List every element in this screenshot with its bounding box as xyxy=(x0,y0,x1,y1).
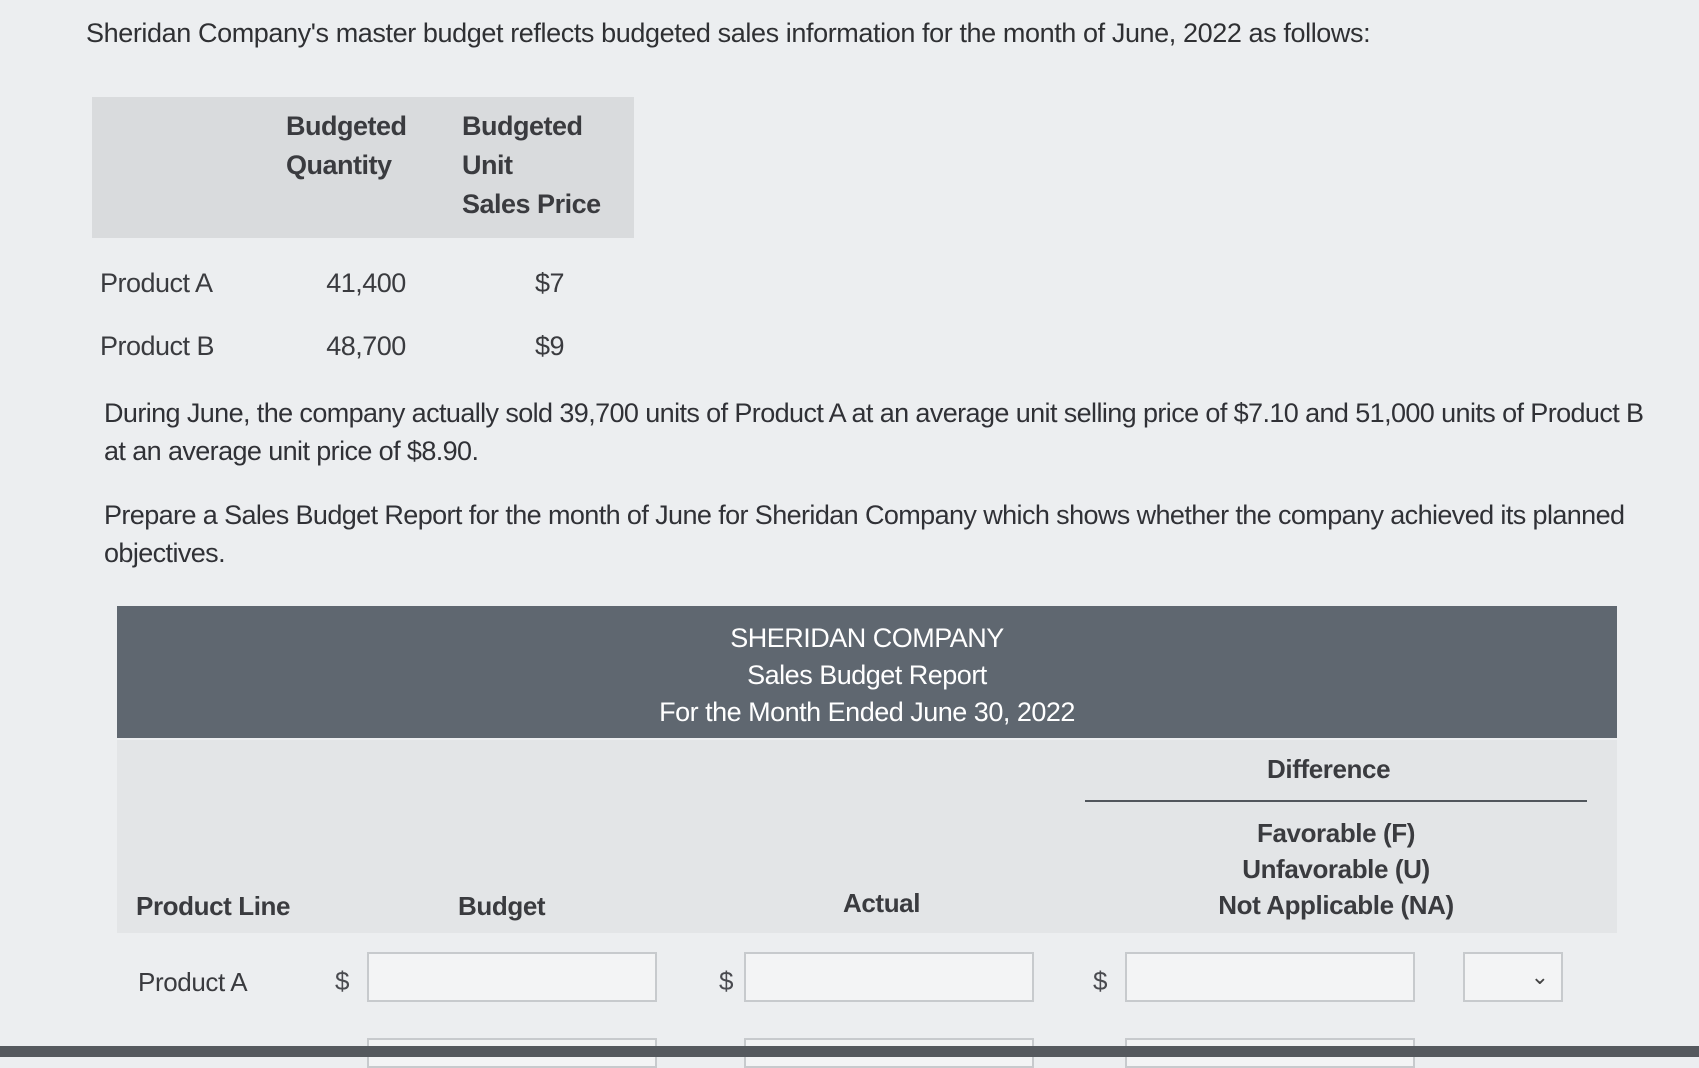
budget-dollar-sign: $ xyxy=(335,966,350,996)
difference-unfavorable: Unfavorable (U) xyxy=(1242,854,1430,884)
column-actual: Actual xyxy=(843,888,921,918)
difference-favorable: Favorable (F) xyxy=(1256,818,1416,848)
actual-dollar-sign: $ xyxy=(719,966,734,996)
budget-table-header xyxy=(92,97,634,238)
header-blank xyxy=(92,97,278,238)
intro-text: Sheridan Company's master budget reflects budgeted sales information for the month of June, 2022 as follows: xyxy=(86,18,1371,48)
product-name: Product B xyxy=(100,331,215,361)
report-title: Sales Budget Report xyxy=(747,660,987,690)
budgeted-price: $9 xyxy=(534,331,564,361)
budget-input[interactable] xyxy=(367,952,657,1002)
header-budgeted-quantity: Budgeted Quantity xyxy=(278,97,454,238)
chevron-down-icon: ⌄ xyxy=(1530,964,1549,989)
budgeted-price: $7 xyxy=(534,268,564,298)
table-row xyxy=(92,238,634,315)
row-label: Product A xyxy=(138,967,248,997)
budgeted-quantity: 48,700 xyxy=(326,331,406,361)
product-name: Product A xyxy=(100,268,213,298)
report-header xyxy=(117,606,1617,738)
difference-status-select[interactable] xyxy=(1463,952,1563,1002)
difference-input[interactable] xyxy=(1125,952,1415,1002)
header-budgeted-unit-sales-price: Budgeted Unit Sales Price xyxy=(454,97,634,238)
report-company: SHERIDAN COMPANY xyxy=(730,623,1004,653)
difference-dollar-sign: $ xyxy=(1093,966,1108,996)
difference-not-applicable: Not Applicable (NA) xyxy=(1218,890,1454,920)
bottom-divider xyxy=(0,1046,1699,1057)
instructions-paragraph: Prepare a Sales Budget Report for the month of June for Sheridan Company which shows whether the company achieved its planned objectives. xyxy=(104,500,1625,568)
table-row xyxy=(92,315,634,378)
report-column-headers xyxy=(117,740,1617,933)
actual-input[interactable] xyxy=(744,952,1034,1002)
report-period: For the Month Ended June 30, 2022 xyxy=(659,697,1075,727)
actual-sales-paragraph: During June, the company actually sold 39,700 units of Product A at an average unit selling price of $7.10 and 51,000 units of Product B at an average unit price of $8.90. xyxy=(104,398,1644,466)
report-row-product-a xyxy=(117,944,1617,1014)
column-budget: Budget xyxy=(458,891,546,921)
column-difference: Difference xyxy=(1267,754,1391,784)
budgeted-quantity: 41,400 xyxy=(326,268,406,298)
column-product-line: Product Line xyxy=(136,891,291,921)
difference-divider xyxy=(1085,800,1587,802)
budget-table xyxy=(92,97,634,378)
